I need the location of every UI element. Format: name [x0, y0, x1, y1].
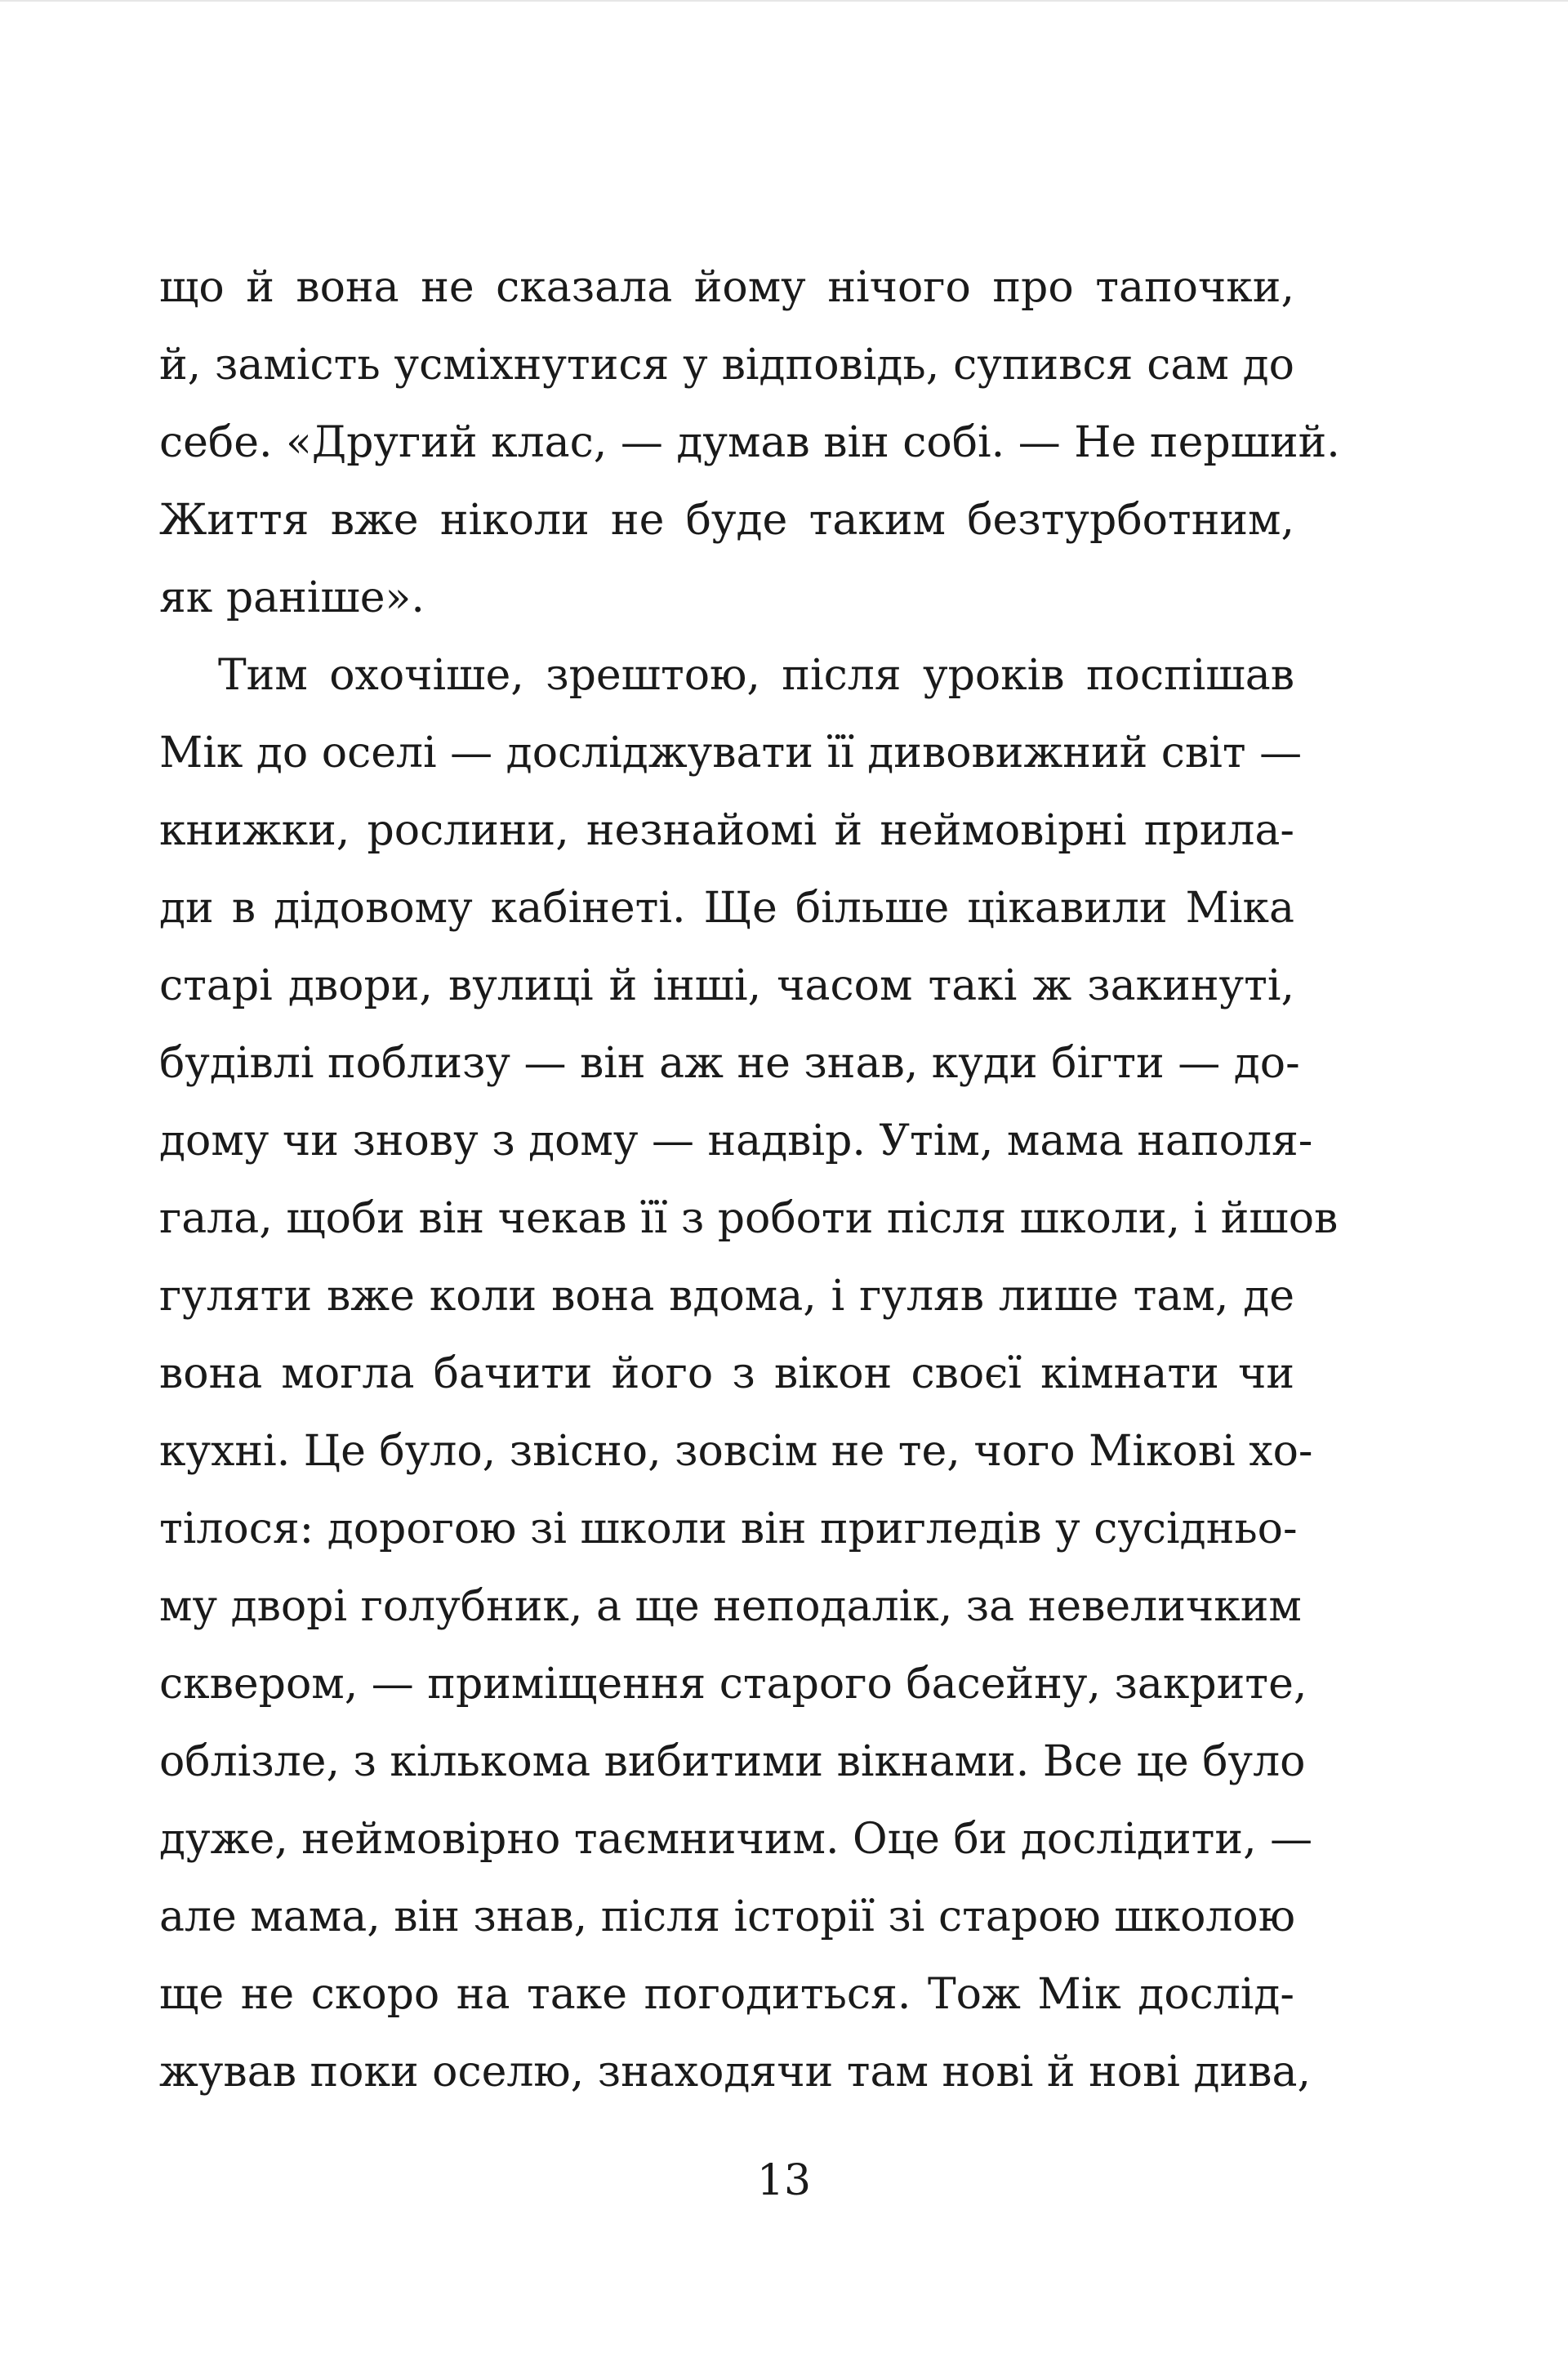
- text-line: Життя вже ніколи не буде таким безтурботним,: [159, 496, 1294, 545]
- text-line: Тим охочіше, зрештою, після уроків поспішав: [218, 651, 1294, 700]
- text-line: сквером, — приміщення старого басейну, закрите,: [159, 1660, 1307, 1709]
- text-line: книжки, рослини, незнайомі й неймовірні прила-: [159, 806, 1294, 855]
- text-line: гуляти вже коли вона вдома, і гуляв лише там, де: [159, 1272, 1294, 1321]
- page-number: 13: [756, 2156, 812, 2205]
- text-line: себе. «Другий клас, — думав він собі. — Не перший.: [159, 418, 1340, 467]
- text-line: кухні. Це було, звісно, зовсім не те, чого Мікові хо-: [159, 1427, 1313, 1476]
- text-line: тілося: дорогою зі школи він пригледів у сусідньо-: [159, 1504, 1298, 1553]
- text-line: му дворі голубник, а ще неподалік, за невеличким: [159, 1582, 1302, 1631]
- text-line: старі двори, вулиці й інші, часом такі ж закинуті,: [159, 961, 1294, 1010]
- text-line: але мама, він знав, після історії зі старою школою: [159, 1892, 1295, 1941]
- text-line: облізле, з кількома вибитими вікнами. Все це було: [159, 1737, 1306, 1786]
- text-line: вона могла бачити його з вікон своєї кімнати чи: [159, 1349, 1294, 1398]
- text-line: гала, щоби він чекав її з роботи після школи, і йшов: [159, 1194, 1339, 1243]
- text-line: як раніше».: [159, 573, 425, 622]
- text-line: будівлі поблизу — він аж не знав, куди бігти — до-: [159, 1039, 1300, 1088]
- text-line: й, замість усміхнутися у відповідь, супився сам до: [159, 341, 1294, 390]
- text-line: дуже, неймовірно таємничим. Оце би дослідити, —: [159, 1815, 1313, 1864]
- body-text: [159, 249, 1340, 2111]
- text-line: жував поки оселю, знаходячи там нові й нові дива,: [159, 2048, 1311, 2097]
- text-line: що й вона не сказала йому нічого про тапочки,: [159, 263, 1294, 312]
- text-line: Мік до оселі — досліджувати її дивовижний світ —: [159, 729, 1303, 778]
- page-top-edge: [0, 0, 1568, 2]
- text-line: ще не скоро на таке погодиться. Тож Мік дослід-: [159, 1970, 1294, 2019]
- text-line: дому чи знову з дому — надвір. Утім, мама наполя-: [159, 1116, 1313, 1165]
- text-line: ди в дідовому кабінеті. Ще більше цікавили Міка: [159, 884, 1294, 933]
